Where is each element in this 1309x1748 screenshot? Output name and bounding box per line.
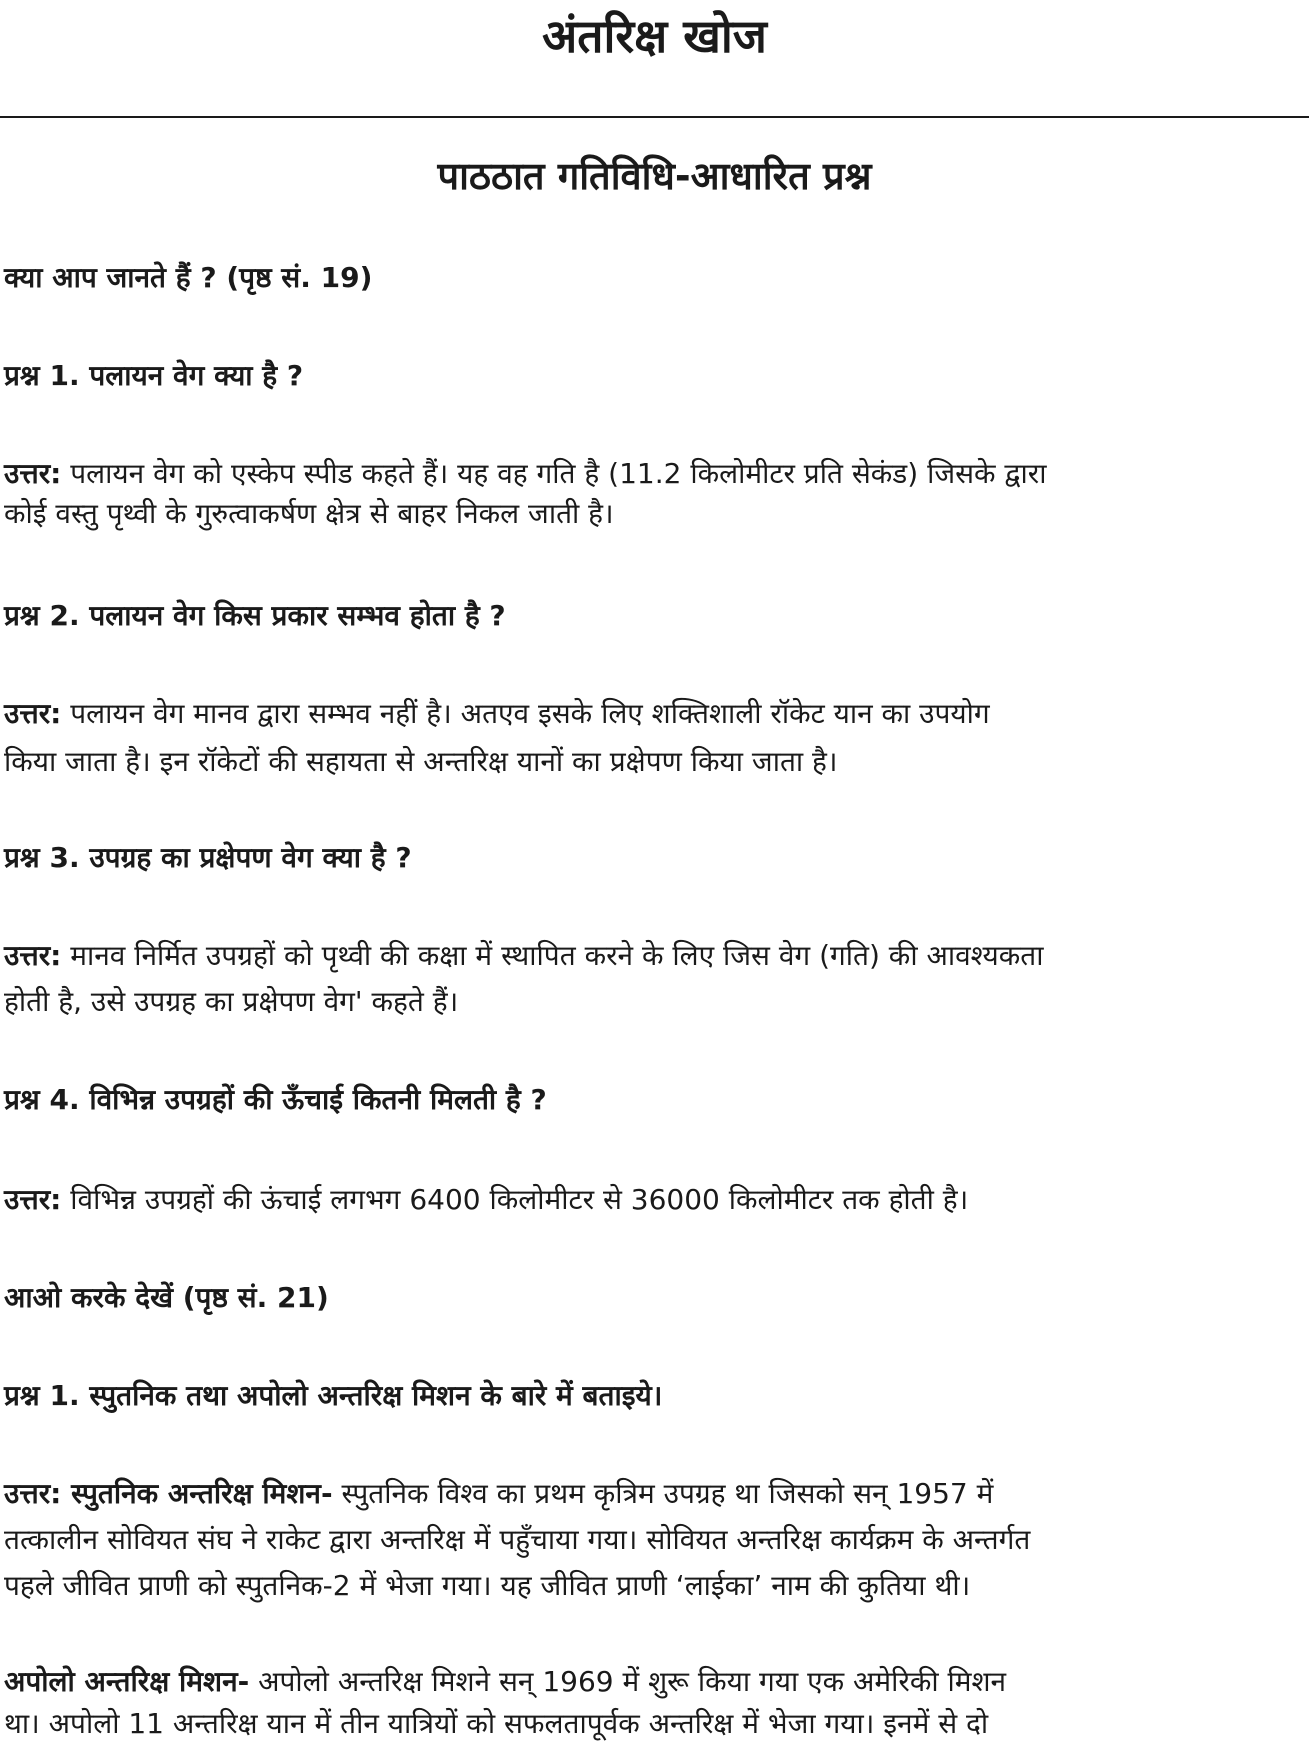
answer-text: पलायन वेग मानव द्वारा सम्भव नहीं है। अतएव इसके लिए शक्तिशाली रॉकेट यान का उपयोग bbox=[61, 697, 990, 730]
answer-5-line-1 bbox=[4, 1474, 1304, 1514]
answer-label: उत्तर: bbox=[4, 697, 62, 730]
question-2: प्रश्न 2. पलायन वेग किस प्रकार सम्भव होता है ? bbox=[4, 599, 506, 632]
answer-label: उत्तर: bbox=[4, 1183, 62, 1216]
answer-label: उत्तर: स्पुतनिक अन्तरिक्ष मिशन- bbox=[4, 1477, 333, 1510]
section-title: पाठठात गतिविधि-आधारित प्रश्न bbox=[437, 154, 872, 198]
answer-text: पलायन वेग को एस्केप स्पीड कहते हैं। यह वह गति है (11.2 किलोमीटर प्रति सेकंड) जिसके द्वारा bbox=[61, 457, 1047, 490]
answer-3-line-2: होती है, उसे उपग्रह का प्रक्षेपण वेग' कहते हैं। bbox=[4, 985, 459, 1018]
answer-1-line-2: कोई वस्तु पृथ्वी के गुरुत्वाकर्षण क्षेत्र से बाहर निकल जाती है। bbox=[4, 497, 614, 530]
answer-2-line-2: किया जाता है। इन रॉकेटों की सहायता से अन्तरिक्ष यानों का प्रक्षेपण किया जाता है। bbox=[4, 745, 838, 778]
answer-text: अपोलो अन्तरिक्ष मिशने सन् 1969 में शुरू किया गया एक अमेरिकी मिशन bbox=[249, 1665, 1007, 1698]
answer-5-line-2: तत्कालीन सोवियत संघ ने राकेट द्वारा अन्तरिक्ष में पहुँचाया गया। सोवियत अन्तरिक्ष कार्यक्रम के अन्तर्गत bbox=[4, 1523, 1031, 1556]
question-3: प्रश्न 3. उपग्रह का प्रक्षेपण वेग क्या है ? bbox=[4, 841, 412, 874]
answer-4-line-1 bbox=[4, 1180, 1304, 1220]
heading-try-it: आओ करके देखें (पृष्ठ सं. 21) bbox=[4, 1281, 329, 1314]
question-1: प्रश्न 1. पलायन वेग क्या है ? bbox=[4, 359, 304, 392]
answer-3-line-1 bbox=[4, 936, 1304, 976]
answer-2-line-1 bbox=[4, 694, 1304, 734]
answer-label: उत्तर: bbox=[4, 457, 62, 490]
title-divider bbox=[0, 116, 1309, 118]
answer-label: उत्तर: bbox=[4, 939, 62, 972]
page-title: अंतरिक्ष खोज bbox=[542, 9, 767, 63]
answer-text: स्पुतनिक विश्व का प्रथम कृत्रिम उपग्रह था जिसको सन् 1957 में bbox=[332, 1477, 994, 1510]
answer-label: अपोलो अन्तरिक्ष मिशन- bbox=[4, 1665, 250, 1698]
answer-6-line-2: था। अपोलो 11 अन्तरिक्ष यान में तीन यात्रियों को सफलतापूर्वक अन्तरिक्ष में भेजा गया। इनमें से दो bbox=[4, 1707, 989, 1740]
heading-did-you-know: क्या आप जानते हैं ? (पृष्ठ सं. 19) bbox=[4, 261, 373, 294]
question-5: प्रश्न 1. स्पुतनिक तथा अपोलो अन्तरिक्ष मिशन के बारे में बताइये। bbox=[4, 1379, 663, 1412]
question-4: प्रश्न 4. विभिन्न उपग्रहों की ऊँचाई कितनी मिलती है ? bbox=[4, 1083, 547, 1116]
answer-text: मानव निर्मित उपग्रहों को पृथ्वी की कक्षा में स्थापित करने के लिए जिस वेग (गति) की आवश्यकता bbox=[61, 939, 1044, 972]
answer-1-line-1 bbox=[4, 454, 1304, 494]
answer-text: विभिन्न उपग्रहों की ऊंचाई लगभग 6400 किलोमीटर से 36000 किलोमीटर तक होती है। bbox=[61, 1183, 969, 1216]
answer-5-line-3: पहले जीवित प्राणी को स्पुतनिक-2 में भेजा गया। यह जीवित प्राणी ‘लाईका’ नाम की कुतिया थी। bbox=[4, 1569, 971, 1602]
answer-6-line-1 bbox=[4, 1662, 1304, 1702]
